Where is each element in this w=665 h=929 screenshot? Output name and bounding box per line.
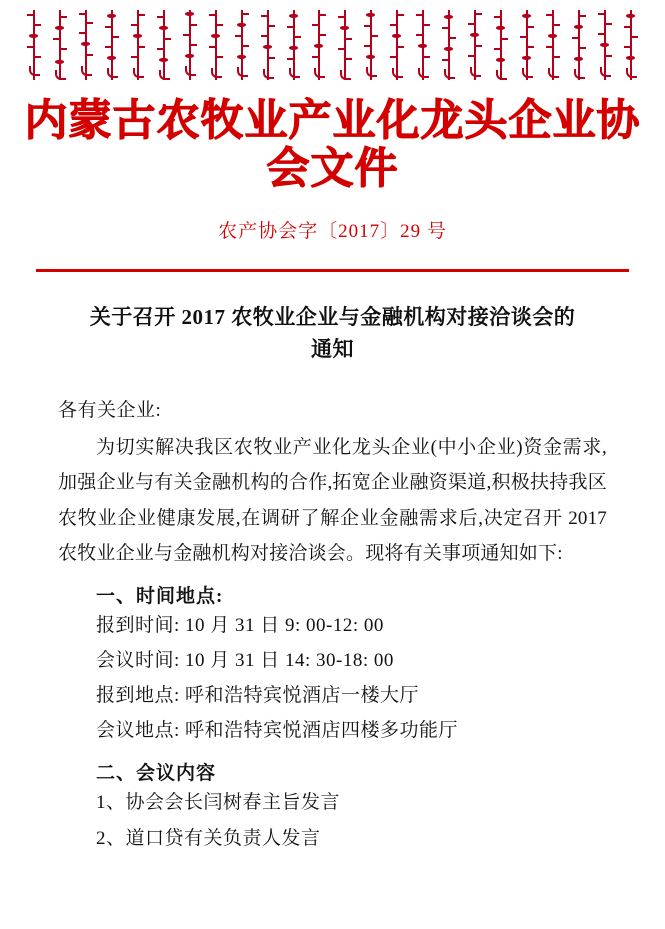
- mongolian-glyph: [363, 8, 379, 82]
- mongolian-glyph: [130, 8, 146, 82]
- mongolian-glyph: [493, 8, 509, 82]
- mongolian-glyph: [182, 8, 198, 82]
- mongolian-glyph: [52, 8, 68, 82]
- document-page: [0, 8, 665, 929]
- mongolian-glyph: [156, 8, 172, 82]
- list-item: 报到时间: 10 月 31 日 9: 00-12: 00: [96, 614, 384, 636]
- document-number: 农产协会字〔2017〕29 号: [218, 221, 447, 243]
- mongolian-glyph: [26, 8, 42, 82]
- mongolian-glyph: [337, 8, 353, 82]
- document-subject: [58, 302, 607, 365]
- list-item: 2、道口贷有关负责人发言: [96, 827, 321, 849]
- list-item: 1、协会会长闫树春主旨发言: [96, 792, 341, 814]
- section-heading-time-location: 一、时间地点:: [96, 585, 224, 607]
- mongolian-glyph: [311, 8, 327, 82]
- list-item: 会议地点: 呼和浩特宾悦酒店四楼多功能厅: [96, 720, 459, 742]
- mongolian-glyph: [260, 8, 276, 82]
- document-body: [22, 302, 643, 855]
- mongolian-glyph: [234, 8, 250, 82]
- salutation: 各有关企业:: [58, 400, 162, 422]
- mongolian-glyph: [597, 8, 613, 82]
- mongolian-glyph: [104, 8, 120, 82]
- mongolian-glyph: [286, 8, 302, 82]
- mongolian-glyph: [441, 8, 457, 82]
- mongolian-glyph: [623, 8, 639, 82]
- organization-title: 内蒙古农牧业产业化龙头企业协会文件: [24, 98, 641, 194]
- list-item: 会议时间: 10 月 31 日 14: 30-18: 00: [96, 650, 394, 672]
- list-item: 报到地点: 呼和浩特宾悦酒店一楼大厅: [96, 685, 420, 707]
- subject-line-1: 关于召开 2017 农牧业企业与金融机构对接洽谈会的: [89, 305, 576, 330]
- mongolian-glyph: [545, 8, 561, 82]
- mongolian-glyph: [78, 8, 94, 82]
- mongolian-glyph: [467, 8, 483, 82]
- mongolian-glyph: [389, 8, 405, 82]
- section-heading-meeting-content: 二、会议内容: [96, 763, 217, 785]
- mongolian-glyph: [571, 8, 587, 82]
- mongolian-script-header: [26, 8, 639, 92]
- red-divider-rule: [36, 269, 629, 272]
- body-paragraph-1: 为切实解决我区农牧业产业化龙头企业(中小企业)资金需求,加强企业与有关金融机构的合作,拓宽企业融资渠道,积极扶持我区农牧业企业健康发展,在调研了解企业金融需求后,决定召开 2017 农牧业企业与金融机构对接洽谈会。现将有关事项通知如下:: [58, 437, 607, 564]
- mongolian-glyph: [208, 8, 224, 82]
- mongolian-glyph: [519, 8, 535, 82]
- mongolian-glyph: [415, 8, 431, 82]
- subject-line-2: 通知: [311, 336, 354, 361]
